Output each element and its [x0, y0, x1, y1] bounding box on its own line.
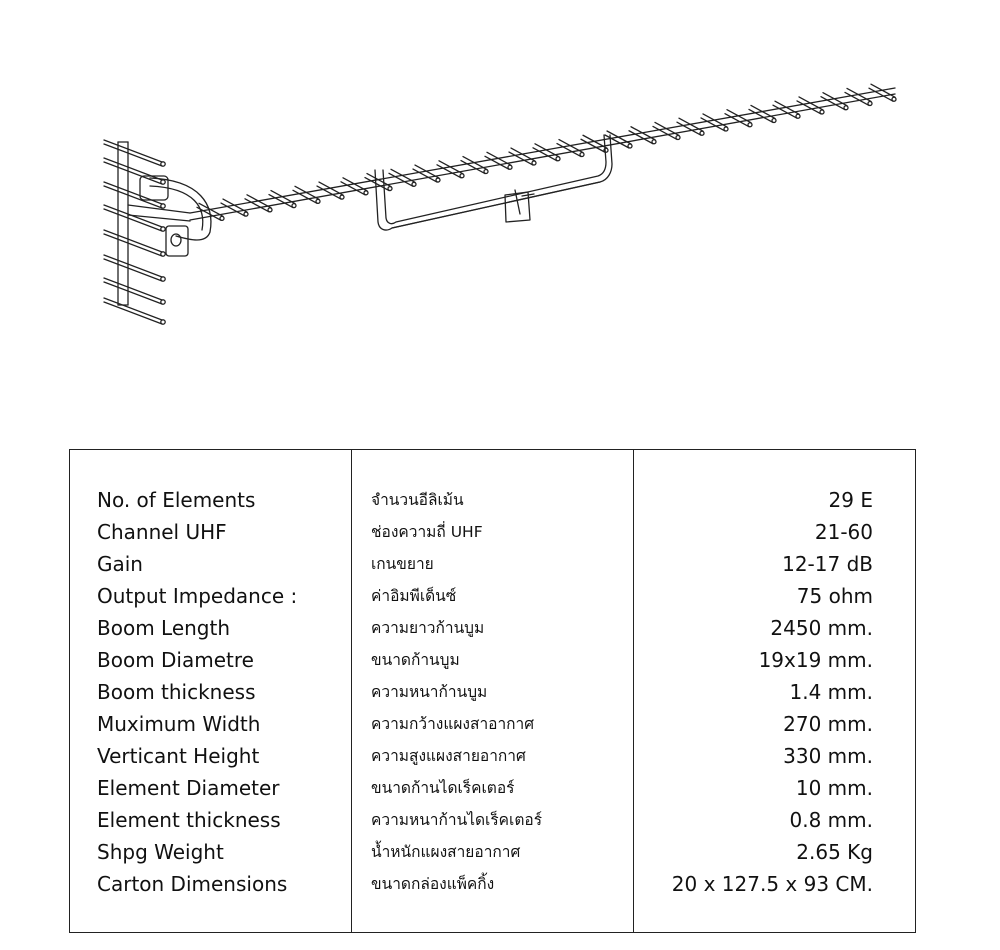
spec-thai-label: ความสูงแผงสายอากาศ: [371, 747, 526, 765]
spec-label-column: [70, 450, 352, 932]
spec-label: Element thickness: [97, 808, 281, 832]
spec-thai-label: ความหนาก้านบูม: [371, 683, 488, 701]
spec-thai-label: ความกว้างแผงสาอากาศ: [371, 715, 535, 733]
spec-thai-label: ความหนาก้านไดเร็คเตอร์: [371, 811, 543, 829]
spec-value: 75 ohm: [796, 584, 873, 608]
spec-value: 2450 mm.: [770, 616, 873, 640]
spec-label: Carton Dimensions: [97, 872, 288, 896]
spec-label: Output Impedance :: [97, 584, 298, 608]
spec-value: 21-60: [814, 520, 873, 544]
spec-value: 270 mm.: [783, 712, 873, 736]
spec-label: Boom Length: [97, 616, 231, 640]
spec-thai-label: จำนวนอีลิเม้น: [371, 491, 464, 509]
spec-table: [69, 449, 916, 933]
spec-value: 20 x 127.5 x 93 CM.: [671, 872, 873, 896]
spec-value: 19x19 mm.: [758, 648, 873, 672]
spec-label: Gain: [97, 552, 143, 576]
spec-thai-label: ช่องความถี่ UHF: [371, 523, 483, 541]
spec-value: 10 mm.: [795, 776, 873, 800]
spec-thai-column: [352, 450, 634, 932]
spec-label: Element Diameter: [97, 776, 280, 800]
spec-label: Boom Diametre: [97, 648, 254, 672]
spec-value: 12-17 dB: [782, 552, 873, 576]
spec-thai-label: ค่าอิมพีเด็นซ์: [371, 587, 457, 605]
spec-label: Channel UHF: [97, 520, 227, 544]
spec-label: No. of Elements: [97, 488, 256, 512]
spec-label: Shpg Weight: [97, 840, 224, 864]
spec-label: Boom thickness: [97, 680, 256, 704]
spec-thai-label: เกนขยาย: [371, 555, 434, 573]
spec-value: 1.4 mm.: [789, 680, 873, 704]
spec-value: 29 E: [828, 488, 873, 512]
spec-value: 330 mm.: [783, 744, 873, 768]
spec-thai-label: น้ำหนักแผงสายอากาศ: [371, 843, 521, 861]
spec-value-column: [634, 450, 915, 932]
spec-label: Verticant Height: [97, 744, 260, 768]
spec-value: 2.65 Kg: [796, 840, 873, 864]
spec-label: Muximum Width: [97, 712, 261, 736]
antenna-illustration: [0, 0, 1000, 360]
spec-thai-label: ขนาดกล่องแพ็คกิ้ง: [371, 875, 495, 893]
spec-thai-label: ขนาดก้านบูม: [371, 651, 460, 669]
spec-value: 0.8 mm.: [789, 808, 873, 832]
spec-thai-label: ความยาวก้านบูม: [371, 619, 485, 637]
spec-thai-label: ขนาดก้านไดเร็คเตอร์: [371, 779, 515, 797]
